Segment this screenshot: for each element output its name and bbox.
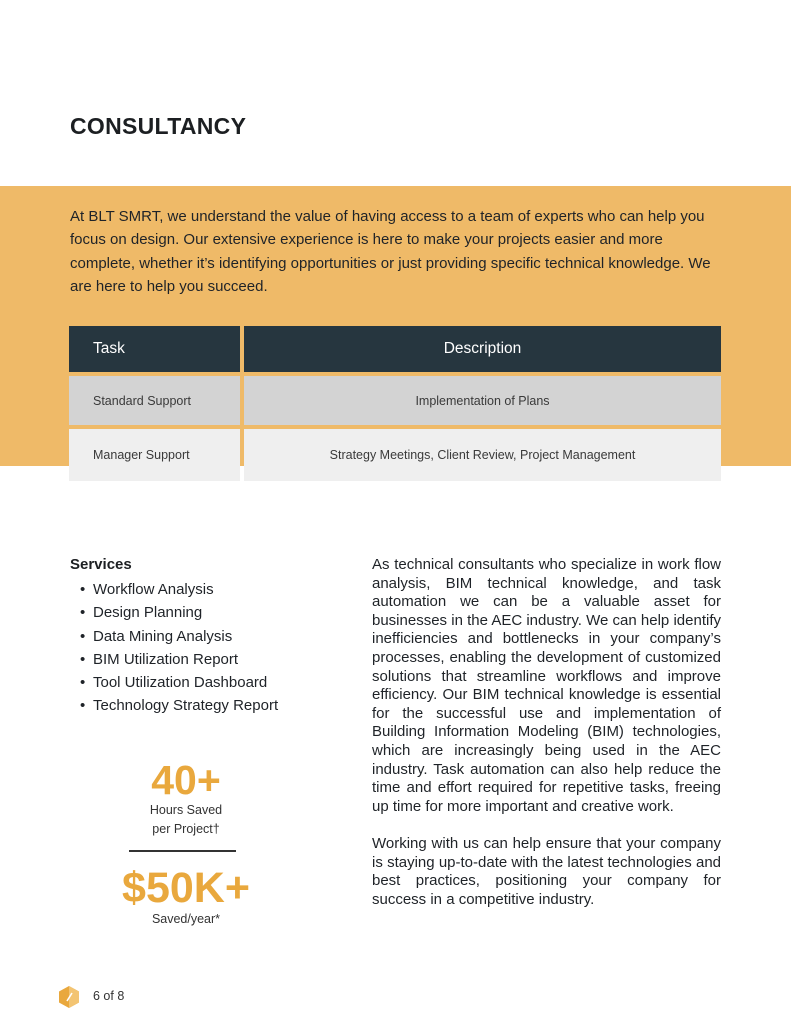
table-cell-description: Implementation of Plans	[244, 376, 721, 425]
savings-label: Saved/year*	[151, 912, 221, 926]
list-item: • Technology Strategy Report	[80, 694, 278, 717]
table-cell-task: Manager Support	[69, 429, 240, 481]
hours-label-line2: per Project†	[152, 822, 220, 836]
list-item: • Tool Utilization Dashboard	[80, 671, 278, 694]
page-title: CONSULTANCY	[70, 113, 247, 139]
stat-divider	[129, 850, 236, 852]
savings-value: $50K+	[122, 864, 250, 912]
hexagon-logo-icon	[57, 985, 81, 1009]
page-number: 6 of 8	[93, 989, 125, 1003]
table-cell-description: Strategy Meetings, Client Review, Project Management	[244, 429, 721, 481]
hours-value: 40+	[151, 757, 221, 803]
savings-stat	[86, 864, 286, 929]
body-paragraph: Working with us can help ensure that your company is staying up-to-date with the latest technologies and best practices, positioning your company for success in a competitive industry.	[372, 834, 721, 908]
list-item: • Workflow Analysis	[80, 578, 278, 601]
task-table	[69, 326, 721, 485]
body-paragraph: As technical consultants who specialize in work flow analysis, BIM technical knowledge, and task automation we can be a valuable asset for businesses in the AEC industry. We can help identify inefficiencies and bottlenecks in your company’s processes, enabling the development of customized solutions that streamline workflows and improve efficiency. Our BIM technical knowledge is essential for the successful use and implementation of Building Information Modeling (BIM) technologies, which are increasingly being used in the AEC industry. Task automation can also help reduce the time and effort required for repetitive tasks, freeing up time for more important and creative work.	[372, 556, 721, 815]
table-row	[69, 376, 721, 425]
hours-stat	[96, 757, 276, 839]
table-row	[69, 429, 721, 481]
table-header-row	[69, 326, 721, 372]
body-text	[372, 556, 721, 928]
intro-paragraph: At BLT SMRT, we understand the value of having access to a team of experts who can help you focus on design. Our extensive experience is here to make your projects easier and more complete, whether it’s identifying opportunities or just providing specific technical knowledge. We are here to help you succeed.	[70, 208, 711, 295]
list-item: • BIM Utilization Report	[80, 648, 278, 671]
header-description: Description	[244, 326, 721, 372]
services-list	[80, 578, 278, 718]
services-heading: Services	[70, 556, 132, 573]
list-item: • Design Planning	[80, 601, 278, 624]
hours-label-line1: Hours Saved	[149, 803, 223, 817]
table-cell-task: Standard Support	[69, 376, 240, 425]
list-item: • Data Mining Analysis	[80, 625, 278, 648]
header-task: Task	[69, 326, 240, 372]
